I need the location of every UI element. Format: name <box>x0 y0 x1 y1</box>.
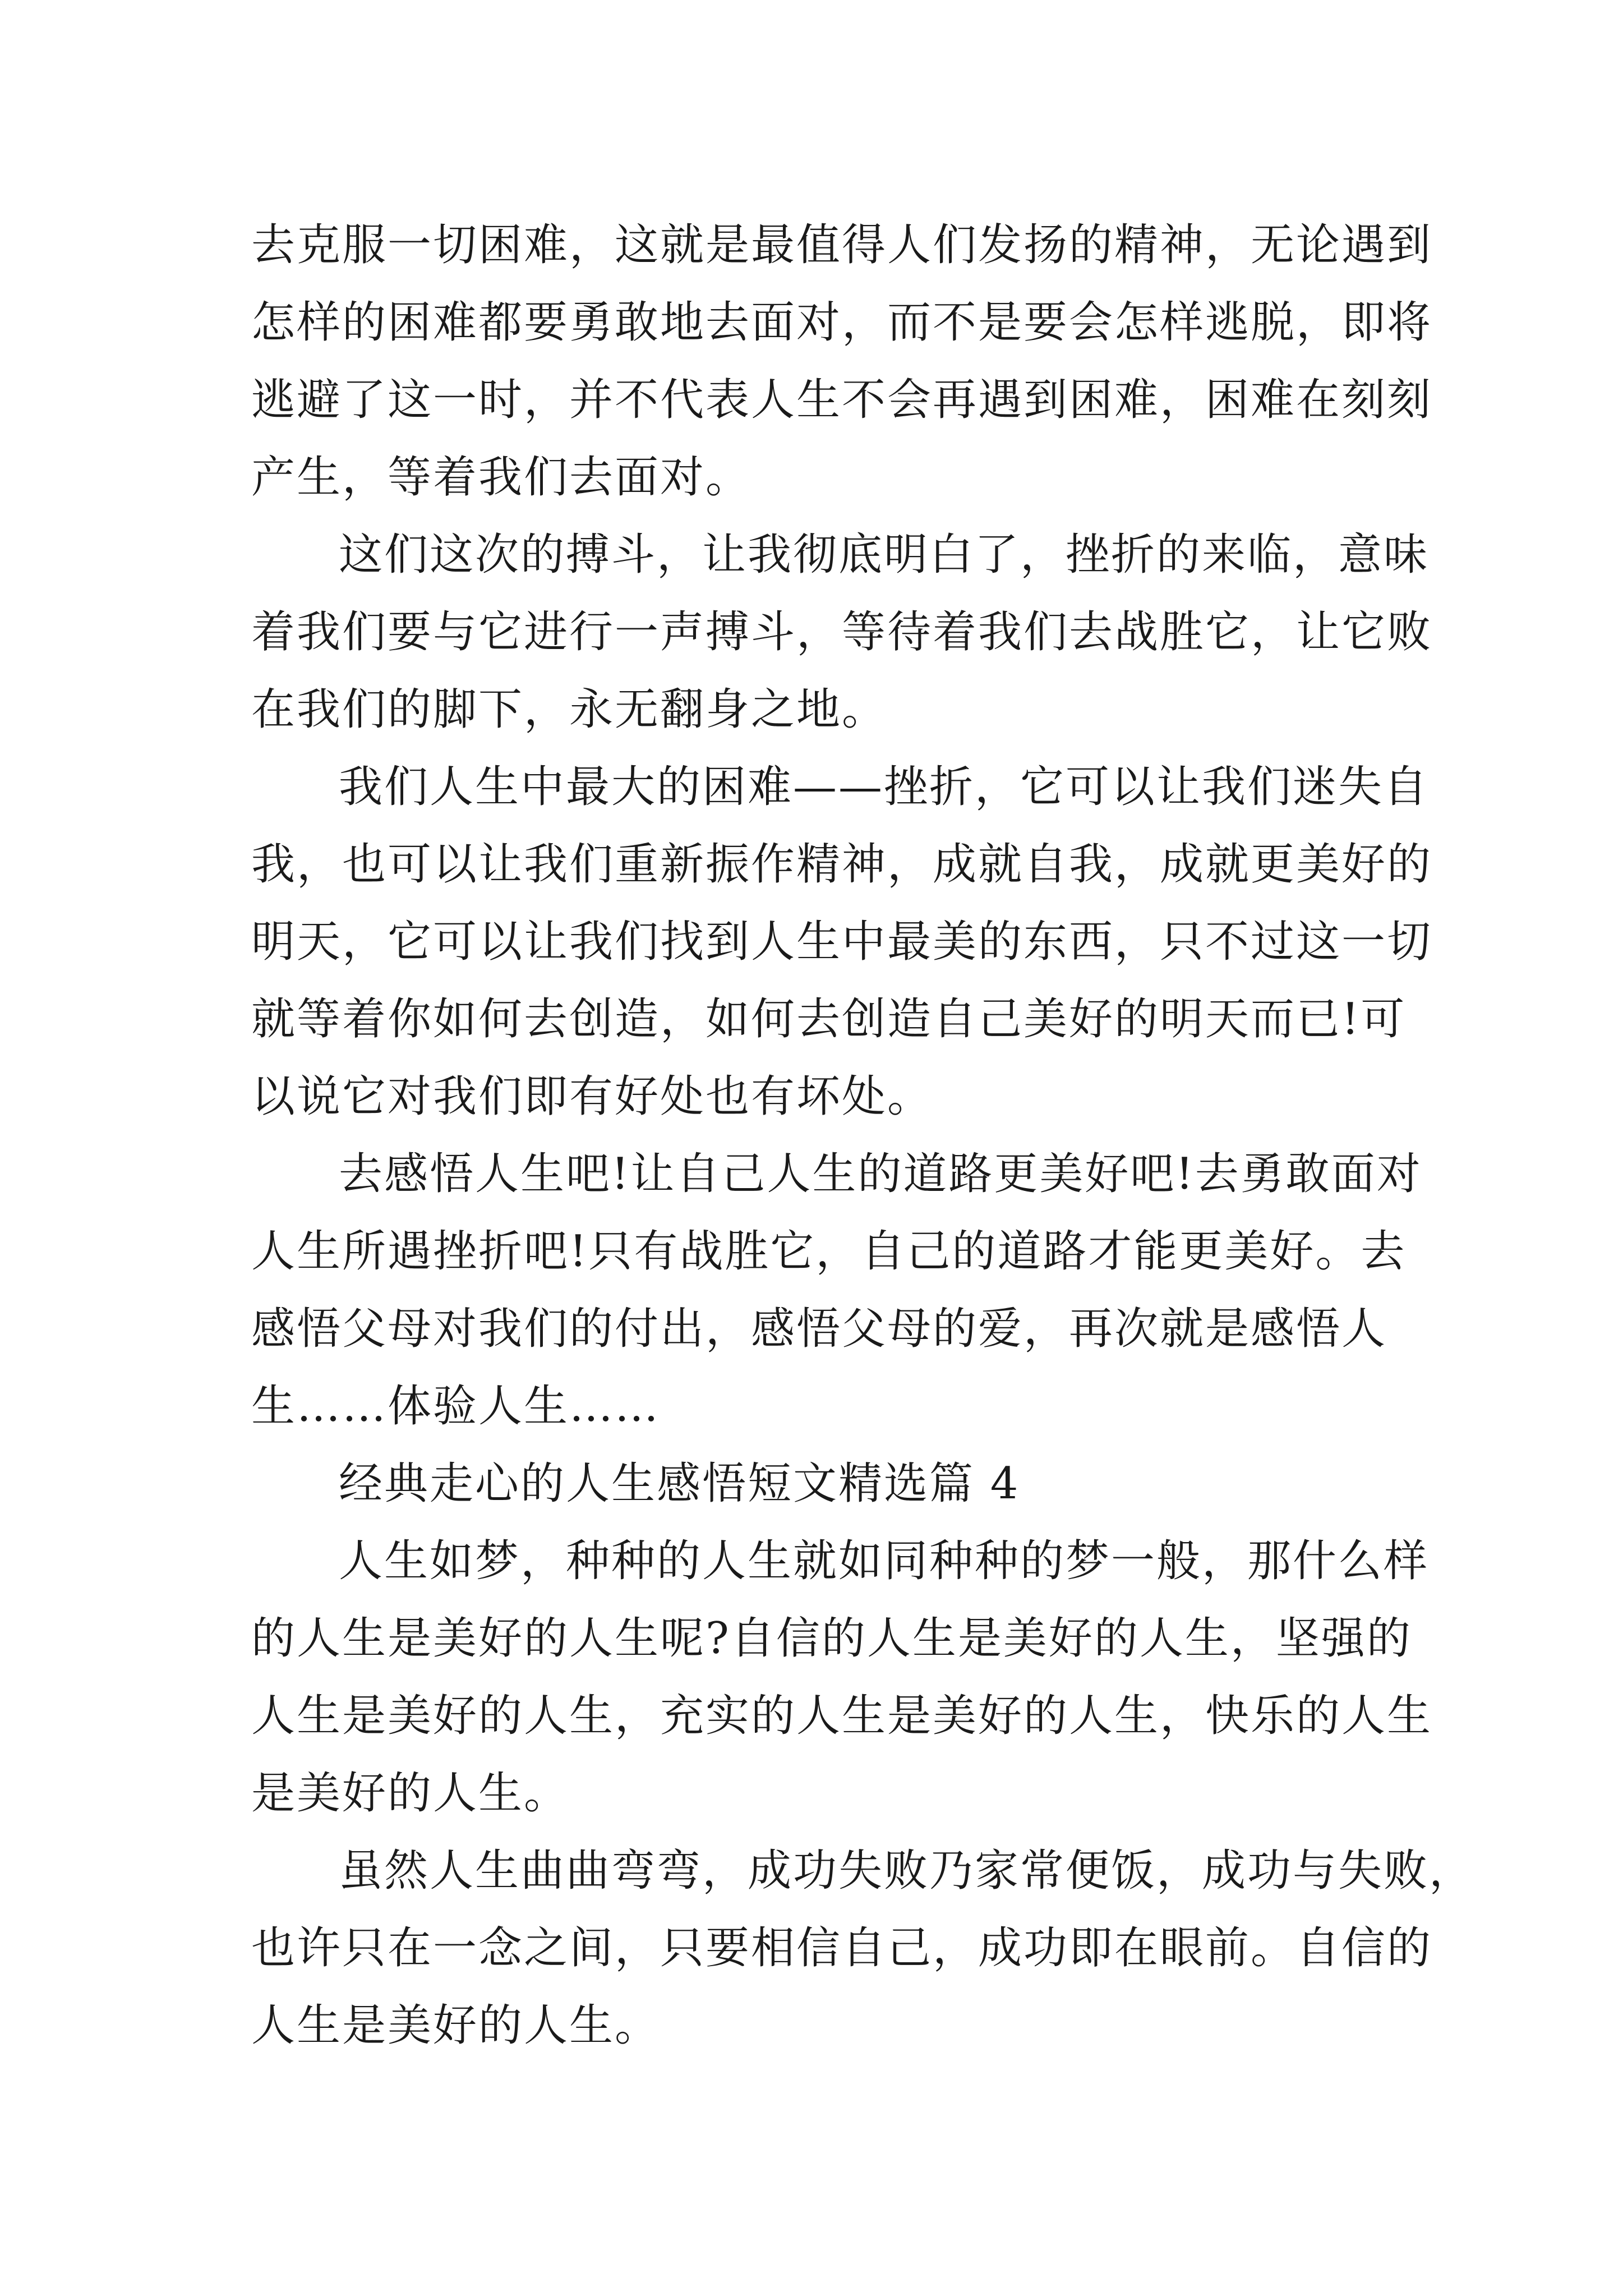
text-line: 生……体验人生…… <box>251 1381 661 1432</box>
text-line: 产生，等着我们去面对。 <box>251 452 751 503</box>
text-line: 人生所遇挫折吧!只有战胜它，自己的道路才能更美好。去 <box>251 1226 1407 1277</box>
paragraph-first-line: 我们人生中最大的困难——挫折，它可以让我们迷失自 <box>339 762 1430 812</box>
text-line: 着我们要与它进行一声搏斗，等待着我们去战胜它，让它败 <box>251 607 1433 657</box>
text-line: 明天，它可以让我们找到人生中最美的东西，只不过这一切 <box>251 917 1433 967</box>
section-heading: 经典走心的人生感悟短文精选篇 4 <box>339 1458 1020 1509</box>
paragraph-first-line: 去感悟人生吧!让自己人生的道路更美好吧!去勇敢面对 <box>339 1149 1422 1199</box>
text-line: 怎样的困难都要勇敢地去面对，而不是要会怎样逃脱，即将 <box>251 297 1433 348</box>
paragraph-first-line: 这们这次的搏斗，让我彻底明白了，挫折的来临，意味 <box>339 530 1430 580</box>
text-line: 以说它对我们即有好处也有坏处。 <box>251 1071 933 1122</box>
paragraph-first-line: 人生如梦，种种的人生就如同种种的梦一般，那什么样 <box>339 1536 1430 1586</box>
text-line: 感悟父母对我们的付出，感悟父母的爱，再次就是感悟人 <box>251 1304 1387 1354</box>
text-line: 就等着你如何去创造，如何去创造自己美好的明天而已!可 <box>251 994 1407 1045</box>
body-text <box>251 206 1475 2064</box>
text-line: 逃避了这一时，并不代表人生不会再遇到困难，困难在刻刻 <box>251 375 1433 425</box>
text-line: 去克服一切困难，这就是最值得人们发扬的精神，无论遇到 <box>251 220 1433 270</box>
text-line: 的人生是美好的人生呢?自信的人生是美好的人生，坚强的 <box>251 1613 1412 1664</box>
text-line: 也许只在一念之间，只要相信自己，成功即在眼前。自信的 <box>251 1923 1433 1973</box>
text-line: 人生是美好的人生。 <box>251 2000 661 2051</box>
text-line: 在我们的脚下，永无翻身之地。 <box>251 684 888 735</box>
text-line: 是美好的人生。 <box>251 1768 570 1819</box>
text-line: 我，也可以让我们重新振作精神，成就自我，成就更美好的 <box>251 839 1433 890</box>
text-line: 人生是美好的人生，充实的人生是美好的人生，快乐的人生 <box>251 1691 1433 1741</box>
paragraph-first-line: 虽然人生曲曲弯弯，成功失败乃家常便饭，成功与失败， <box>339 1846 1475 1896</box>
